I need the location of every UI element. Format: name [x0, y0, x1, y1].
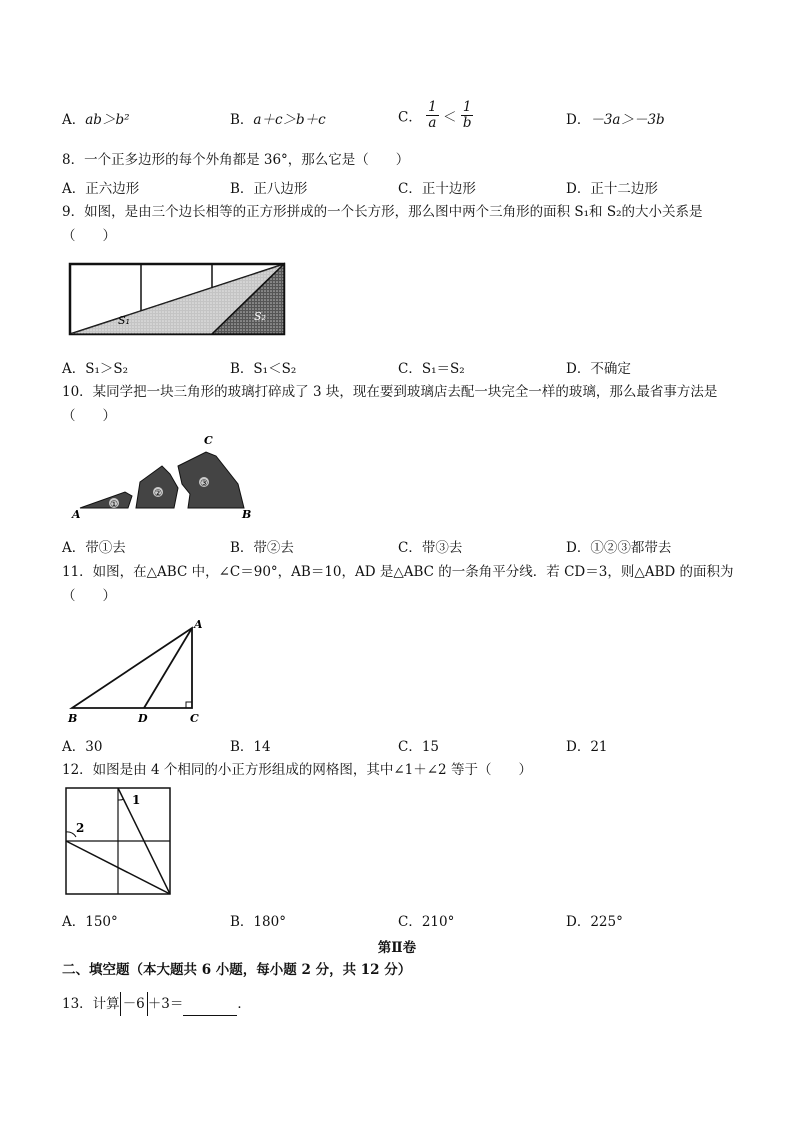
q9-option-c: C．S₁＝S₂ [398, 361, 465, 377]
q7-option-d: D．－3a＞－3b [566, 112, 665, 128]
q11-option-b: B．14 [230, 739, 271, 755]
q10-piece-2 [136, 466, 178, 508]
q8-stem: 8．一个正多边形的每个外角都是 36°，那么它是（ ） [62, 152, 410, 168]
q11-label-d: D [138, 712, 148, 724]
q8-option-a: A．正六边形 [62, 181, 140, 197]
q10-piece-1 [80, 492, 132, 508]
q11-option-a: A．30 [62, 739, 103, 755]
q10-label-piece2: ② [154, 489, 163, 499]
q9-figure [66, 260, 290, 340]
q11-label-a: A [194, 618, 203, 631]
q9-label-s1: S₁ [118, 314, 130, 327]
q12-stem: 12．如图是由 4 个相同的小正方形组成的网格图，其中∠1＋∠2 等于（ ） [62, 762, 532, 778]
q10-label-a: A [72, 508, 81, 521]
q10-piece-3 [178, 452, 244, 508]
q11-triangle [72, 628, 192, 708]
q8-option-d: D．正十二边形 [566, 181, 658, 197]
q8-option-b: B．正八边形 [230, 181, 308, 197]
q12-option-d: D．225° [566, 914, 623, 930]
q7-option-a: A．ab＞b² [62, 112, 130, 128]
q12-option-b: B．180° [230, 914, 286, 930]
q12-figure [64, 786, 174, 898]
q9-label-s2: S₂ [254, 310, 266, 323]
q9-option-d: D．不确定 [566, 361, 631, 377]
q11-option-c: C．15 [398, 739, 440, 755]
q10-option-d: D．①②③都带去 [566, 540, 672, 556]
q10-option-a: A．带①去 [62, 540, 126, 556]
q11-option-d: D．21 [566, 739, 608, 755]
q12-label-angle2: 2 [76, 821, 85, 835]
q10-label-piece1: ① [110, 500, 119, 510]
q10-option-c: C．带③去 [398, 540, 463, 556]
q10-label-b: B [242, 508, 252, 521]
q11-figure [62, 612, 212, 724]
q11-stem: 11．如图，在△ABC 中，∠C＝90°，AB＝10，AD 是△ABC 的一条角平分线．若 CD＝3，则△ABD 的面积为（ ） [62, 564, 734, 604]
q10-stem: 10．某同学把一块三角形的玻璃打碎成了 3 块，现在要到玻璃店去配一块完全一样的玻璃，那么最省事方法是（ ） [62, 384, 718, 424]
q9-option-b: B．S₁＜S₂ [230, 361, 297, 377]
q7-option-b: B．a＋c＞b＋c [230, 112, 326, 128]
section-heading: 二、填空题（本大题共 6 小题，每小题 2 分，共 12 分） [62, 962, 412, 978]
q9-option-a: A．S₁＞S₂ [62, 361, 129, 377]
q13-stem: 13．计算 －6 ＋3＝ ． [62, 992, 734, 1016]
q11-label-c: C [190, 712, 199, 724]
q12-option-c: C．210° [398, 914, 455, 930]
section-title: 第Ⅱ卷 [377, 940, 417, 956]
q11-label-b: B [68, 712, 78, 724]
q8-option-c: C．正十边形 [398, 181, 476, 197]
q10-label-piece3: ③ [200, 479, 209, 489]
q12-label-angle1: 1 [132, 793, 141, 807]
q13-answer-blank[interactable] [183, 1001, 237, 1016]
q11-bisector [144, 628, 192, 708]
q9-stem: 9．如图，是由三个边长相等的正方形拼成的一个长方形，那么图中两个三角形的面积 S₁和 S₂的大小关系是（ ） [62, 204, 703, 244]
q7-option-c: C． $\frac{1}{a}$ ＜ $\frac{1}{b}$ [398, 99, 472, 131]
q13-absolute-value: －6 [120, 992, 148, 1016]
q10-figure [70, 430, 260, 522]
q12-option-a: A．150° [62, 914, 118, 930]
q10-label-c: C [204, 434, 213, 447]
q10-option-b: B．带②去 [230, 540, 294, 556]
